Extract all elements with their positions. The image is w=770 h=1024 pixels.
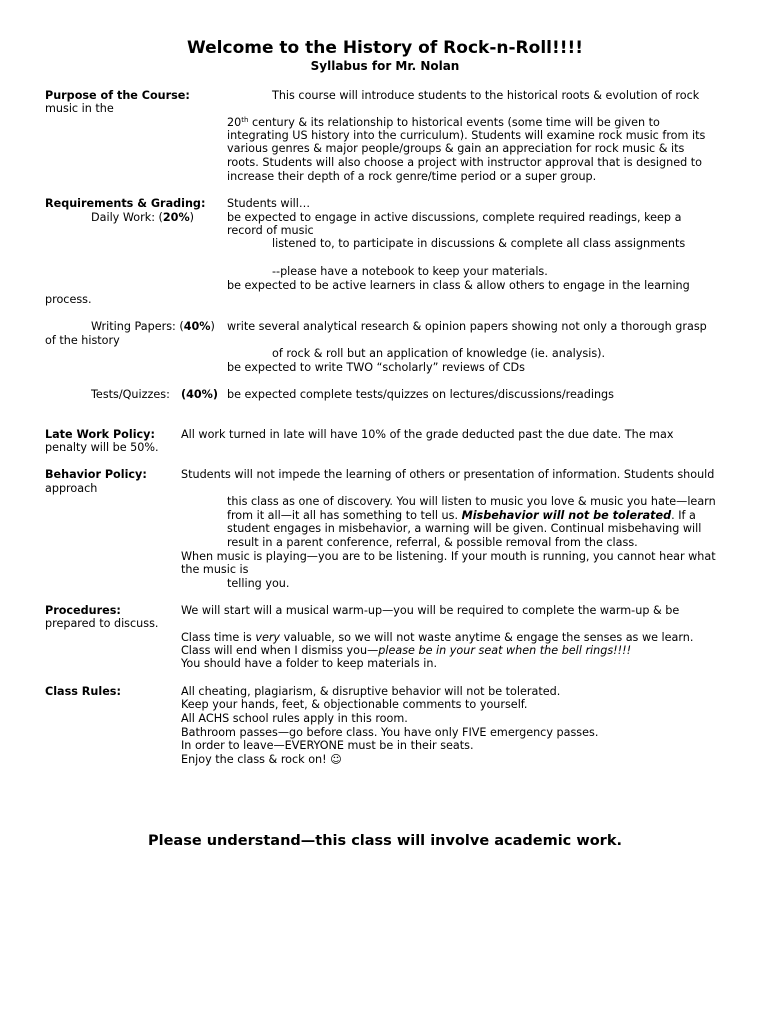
behavior-label-cont: approach [45, 482, 98, 495]
misbehavior-warning: Misbehavior will not be tolerated [461, 509, 672, 522]
daily-work-text: Daily Work: ( [91, 211, 163, 224]
rule-item: All ACHS school rules apply in this room. [181, 712, 408, 725]
rule-item: Enjoy the class & rock on! ☺ [181, 753, 342, 766]
writing-papers-percent: 40% [183, 320, 211, 333]
writing-papers-text: Writing Papers: ( [91, 320, 184, 333]
behavior-label: Behavior Policy: [45, 468, 147, 481]
daily-line-2: record of music [227, 224, 314, 237]
writing-line-1: write several analytical research & opinion papers showing not only a thorough grasp [227, 320, 707, 333]
document-title: Welcome to the History of Rock-n-Roll!!!! [187, 38, 583, 58]
behavior-line-6: When music is playing—you are to be listening. If your mouth is running, you cannot hear what [181, 550, 716, 563]
class-rules-label: Class Rules: [45, 685, 121, 698]
writing-line-2: of the history [45, 334, 120, 347]
behavior-line-7: the music is [181, 563, 249, 576]
procedures-label-cont: prepared to discuss. [45, 617, 159, 630]
procedures-line-1: We will start will a musical warm-up—you will be required to complete the warm-up & be [181, 604, 680, 617]
purpose-line-3: integrating US history into the curriculum). Students will examine rock music from its [227, 129, 706, 142]
purpose-line-5: roots. Students will also choose a project with instructor approval that is designed to [227, 156, 702, 169]
writing-papers-label [91, 320, 215, 333]
century-number: 20 [227, 116, 242, 129]
purpose-line-6: increase their depth of a rock genre/time period or a super group. [227, 170, 597, 183]
purpose-line-1: This course will introduce students to the historical roots & evolution of rock [272, 89, 700, 102]
procedures-emphasis-very: very [255, 631, 281, 644]
late-work-label-cont: penalty will be 50%. [45, 441, 159, 454]
tests-percent: (40%) [181, 388, 219, 401]
late-work-line-1: All work turned in late will have 10% of the grade deducted past the due date. The max [181, 428, 674, 441]
rule-item: All cheating, plagiarism, & disruptive behavior will not be tolerated. [181, 685, 561, 698]
procedures-line-2c: valuable, so we will not waste anytime & engage the senses as we learn. [280, 631, 694, 644]
procedures-line-3 [181, 644, 631, 657]
daily-work-percent: 20% [162, 211, 190, 224]
daily-work-close: ) [189, 211, 195, 224]
writing-line-4: be expected to write TWO “scholarly” reviews of CDs [227, 361, 525, 374]
students-will: Students will… [227, 197, 311, 210]
procedures-label: Procedures: [45, 604, 121, 617]
rule-item: Keep your hands, feet, & objectionable comments to yourself. [181, 698, 528, 711]
daily-line-6: process. [45, 293, 92, 306]
procedures-line-4: You should have a folder to keep materials in. [181, 657, 438, 670]
purpose-line-4: various genres & major people/groups & gain an appreciation for rock music & its [227, 142, 685, 155]
daily-work-label [91, 211, 194, 224]
daily-line-5: be expected to be active learners in class & allow others to engage in the learning [227, 279, 690, 292]
late-work-label: Late Work Policy: [45, 428, 155, 441]
requirements-label: Requirements & Grading: [45, 197, 206, 210]
writing-line-3: of rock & roll but an application of knowledge (ie. analysis). [272, 347, 606, 360]
bell-rings-note: please be in your seat when the bell rings!!!! [378, 644, 632, 657]
behavior-line-3c: . If a [671, 509, 696, 522]
behavior-line-4: student engages in misbehavior, a warning will be given. Continual misbehaving will [227, 522, 702, 535]
purpose-line-2 [227, 116, 660, 129]
purpose-label-cont: music in the [45, 102, 114, 115]
daily-line-1: be expected to engage in active discussions, complete required readings, keep a [227, 211, 682, 224]
procedures-line-3a: Class will end when I dismiss you— [181, 644, 379, 657]
behavior-line-2: this class as one of discovery. You will listen to music you love & music you hate—learn [227, 495, 716, 508]
purpose-label: Purpose of the Course: [45, 89, 190, 102]
daily-line-4: --please have a notebook to keep your materials. [272, 265, 548, 278]
behavior-line-1: Students will not impede the learning of others or presentation of information. Students should [181, 468, 715, 481]
purpose-line-2-rest: century & its relationship to historical events (some time will be given to [248, 116, 660, 129]
procedures-line-2a: Class time is [181, 631, 256, 644]
daily-line-3: listened to, to participate in discussions & complete all class assignments [272, 237, 686, 250]
writing-papers-close: ) [210, 320, 215, 333]
behavior-line-3 [227, 509, 696, 522]
behavior-line-3a: from it all—it all has something to tell us. [227, 509, 462, 522]
tests-label: Tests/Quizzes: [91, 388, 170, 401]
century-suffix: th [241, 116, 249, 124]
behavior-line-5: result in a parent conference, referral, & possible removal from the class. [227, 536, 638, 549]
behavior-line-8: telling you. [227, 577, 290, 590]
tests-line-1: be expected complete tests/quizzes on lectures/discussions/readings [227, 388, 614, 401]
footer-statement: Please understand—this class will involve academic work. [148, 833, 622, 849]
rule-item: In order to leave—EVERYONE must be in their seats. [181, 739, 474, 752]
rule-item: Bathroom passes—go before class. You have only FIVE emergency passes. [181, 726, 599, 739]
document-subtitle: Syllabus for Mr. Nolan [310, 59, 460, 73]
procedures-line-2 [181, 631, 693, 644]
